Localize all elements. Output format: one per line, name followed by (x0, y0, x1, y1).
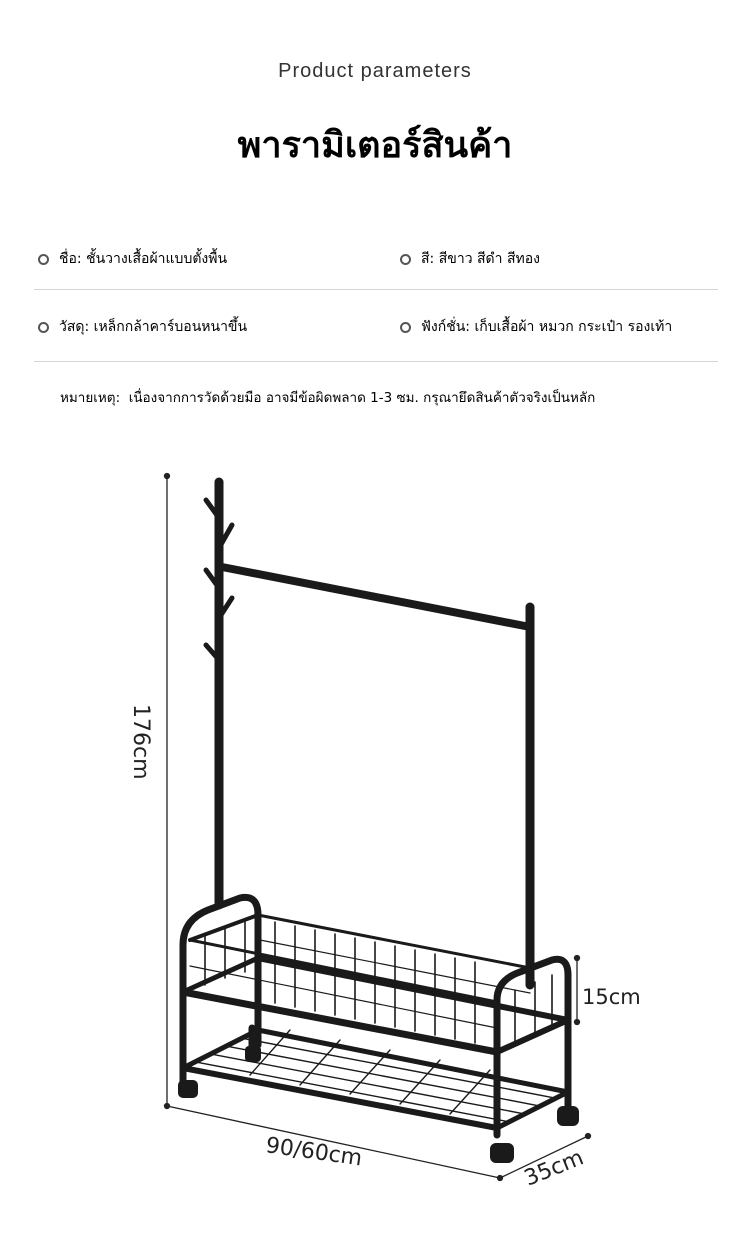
product-diagram (0, 440, 750, 1240)
subtitle: Product parameters (278, 60, 472, 82)
depth-label: 35cm (520, 1145, 588, 1192)
param-color-value: สีขาว สีดำ สีทอง (438, 251, 540, 267)
bullet-icon (400, 322, 411, 333)
param-name-value: ชั้นวางเสื้อผ้าแบบตั้งพื้น (86, 251, 228, 267)
param-material-value: เหล็กกล้าคาร์บอนหนาขึ้น (93, 319, 248, 335)
note-text: เนื่องจากการวัดด้วยมือ อาจมีข้อผิดพลาด 1-3 ซม. กรุณายึดสินค้าตัวจริงเป็นหลัก (128, 390, 596, 406)
param-material-label: วัสดุ (59, 319, 85, 335)
param-name-label: ชื่อ (59, 251, 77, 267)
basket-height-label: 15cm (582, 985, 641, 1009)
param-material: วัสดุ : เหล็กกล้าคาร์บอนหนาขึ้น (38, 316, 247, 338)
divider (34, 361, 718, 362)
page-title: พารามิเตอร์สินค้า (237, 125, 513, 166)
param-color: สี : สีขาว สีดำ สีทอง (400, 248, 540, 270)
bullet-icon (38, 254, 49, 265)
divider (34, 289, 718, 290)
height-label: 176cm (128, 704, 153, 780)
param-color-label: สี (421, 251, 430, 267)
note: หมายเหตุ: เนื่องจากการวัดด้วยมือ อาจมีข้อผิดพลาด 1-3 ซม. กรุณายึดสินค้าตัวจริงเป็นหลัก (60, 390, 596, 406)
param-function-value: เก็บเสื้อผ้า หมวก กระเป๋า รองเท้า (474, 319, 673, 335)
width-label: 90/60cm (264, 1133, 364, 1172)
bullet-icon (400, 254, 411, 265)
param-name: ชื่อ : ชั้นวางเสื้อผ้าแบบตั้งพื้น (38, 248, 227, 270)
bullet-icon (38, 322, 49, 333)
note-label: หมายเหตุ (60, 390, 116, 406)
clothes-rack (183, 482, 568, 1135)
param-function: ฟังก์ชั่น : เก็บเสื้อผ้า หมวก กระเป๋า รองเท้า (400, 316, 672, 338)
param-function-label: ฟังก์ชั่น (421, 319, 466, 335)
